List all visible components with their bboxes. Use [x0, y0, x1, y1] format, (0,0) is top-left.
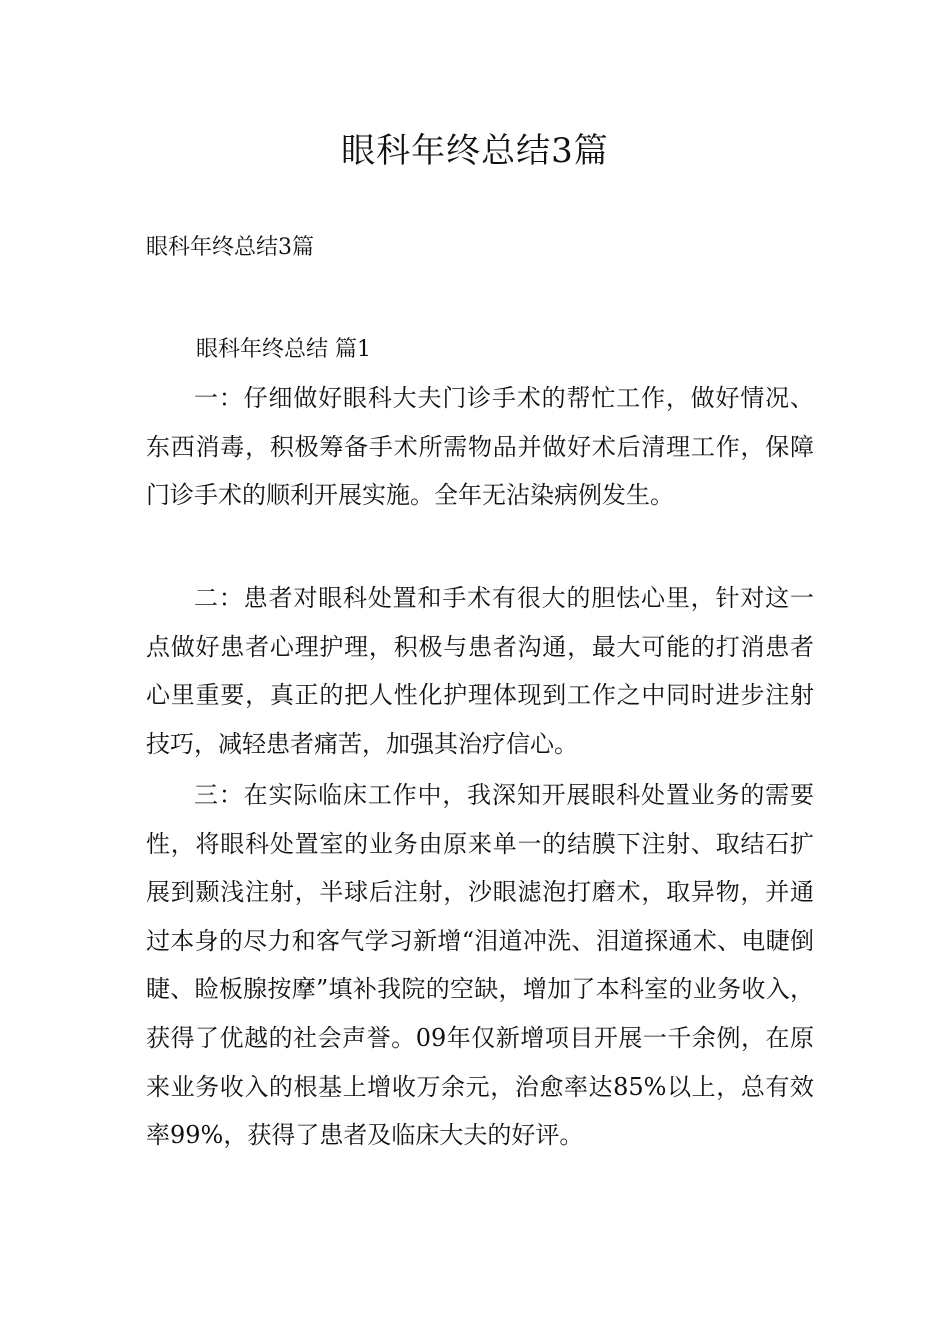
paragraph-1: 一：仔细做好眼科大夫门诊手术的帮忙工作，做好情况、东西消毒，积极筹备手术所需物品并做好术后清理工作，保障门诊手术的顺利开展实施。全年无沾染病例发生。: [146, 384, 814, 510]
paragraph-3: 三：在实际临床工作中，我深知开展眼科处置业务的需要性，将眼科处置室的业务由原来单一的结膜下注射、取结石扩展到颞浅注射，半球后注射，沙眼滤泡打磨术，取异物，并通过本身的尽力和客气学习新增“泪道冲洗、泪道探通术、电睫倒睫、睑板腺按摩”填补我院的空缺，增加了本科室的业务收入，获得了优越的社会声誉。09年仅新增项目开展一千余例，在原来业务收入的根基上增收万余元，治愈率达85%以上，总有效率99%，获得了患者及临床大夫的好评。: [146, 781, 814, 1150]
document-title: 眼科年终总结3篇: [341, 131, 609, 171]
paragraph-2: 二：患者对眼科处置和手术有很大的胆怯心里，针对这一点做好患者心理护理，积极与患者沟通，最大可能的打消患者心里重要，真正的把人性化护理体现到工作之中同时进步注射技巧，减轻患者痛苦，加强其治疗信心。: [146, 584, 814, 758]
document-subtitle: 眼科年终总结3篇: [146, 235, 314, 260]
section-heading: 眼科年终总结 篇1: [196, 337, 371, 362]
